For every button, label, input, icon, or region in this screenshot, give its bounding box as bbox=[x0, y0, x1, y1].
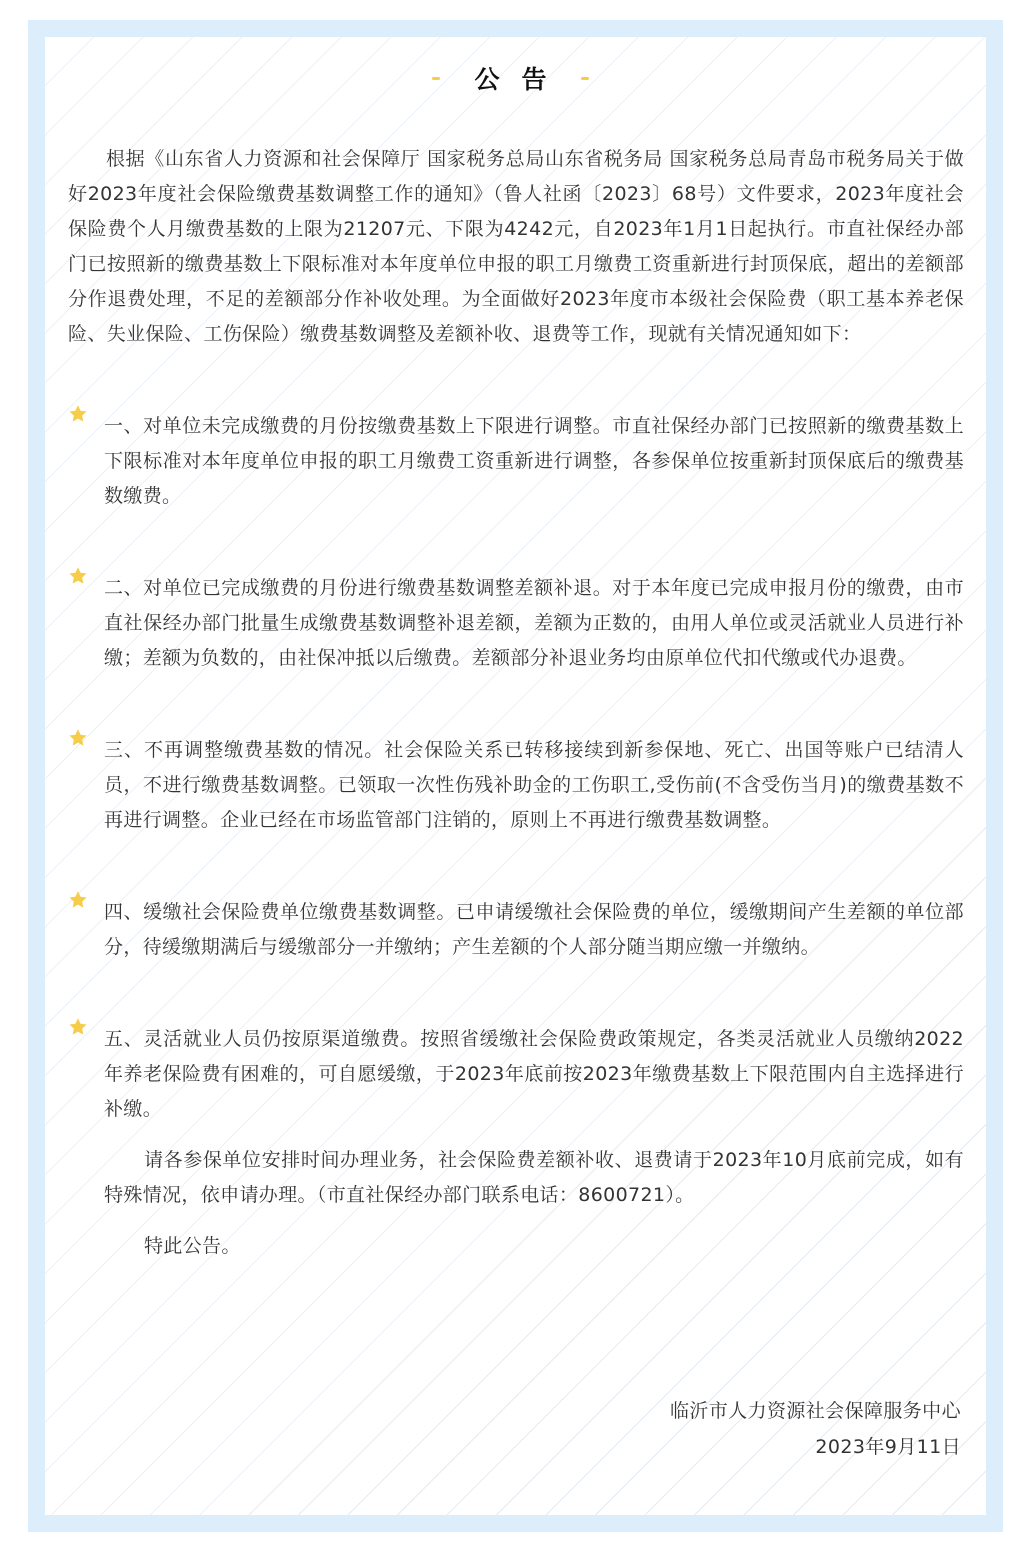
item-2 bbox=[68, 571, 964, 676]
signature-block bbox=[670, 1393, 961, 1465]
star-icon bbox=[68, 566, 88, 586]
item-4-text: 四、缓缴社会保险费单位缴费基数调整。已申请缓缴社会保险费的单位，缓缴期间产生差额的单位部分，待缓缴期满后与缓缴部分一并缴纳；产生差额的个人部分随当期应缴一并缴纳。 bbox=[104, 901, 964, 958]
item-3-text: 三、不再调整缴费基数的情况。社会保险关系已转移接续到新参保地、死亡、出国等账户已结清人员，不进行缴费基数调整。已领取一次性伤残补助金的工伤职工,受伤前(不含受伤当月)的缴费基数不再进行调整。企业已经在市场监管部门注销的，原则上不再进行缴费基数调整。 bbox=[104, 739, 964, 831]
item-5-text: 五、灵活就业人员仍按原渠道缴费。按照省缓缴社会保险费政策规定，各类灵活就业人员缴纳2022年养老保险费有困难的，可自愿缓缴，于2023年底前按2023年缴费基数上下限范围内自主选择进行补缴。 bbox=[104, 1028, 964, 1120]
item-1 bbox=[68, 409, 964, 514]
announcement-body bbox=[68, 142, 964, 1264]
item-1-text: 一、对单位未完成缴费的月份按缴费基数上下限进行调整。市直社保经办部门已按照新的缴费基数上下限标准对本年度单位申报的职工月缴费工资重新进行调整，各参保单位按重新封顶保底后的缴费基数缴费。 bbox=[104, 415, 964, 507]
deadline-notice: 请各参保单位安排时间办理业务，社会保险费差额补收、退费请于2023年10月底前完成，如有特殊情况，依申请办理。（市直社保经办部门联系电话：8600721）。 bbox=[104, 1149, 964, 1206]
star-icon bbox=[68, 404, 88, 424]
intro-paragraph: 根据《山东省人力资源和社会保障厅 国家税务总局山东省税务局 国家税务总局青岛市税务局关于做好2023年度社会保险缴费基数调整工作的通知》（鲁人社函〔2023〕68号）文件要求，2023年度社会保险费个人月缴费基数的上限为21207元、下限为4242元，自2023年1月1日起执行。市直社保经办部门已按照新的缴费基数上下限标准对本年度单位申报的职工月缴费工资重新进行封顶保底，超出的差额部分作退费处理，不足的差额部分作补收处理。为全面做好2023年度市本级社会保险费（职工基本养老保险、失业保险、工伤保险）缴费基数调整及差额补收、退费等工作，现就有关情况通知如下： bbox=[68, 148, 964, 345]
signature-org: 临沂市人力资源社会保障服务中心 bbox=[669, 1400, 961, 1422]
title-row bbox=[0, 60, 1021, 100]
star-icon bbox=[68, 728, 88, 748]
closing-text: 特此公告。 bbox=[144, 1235, 241, 1257]
page-title: 公告 bbox=[474, 65, 569, 94]
item-5 bbox=[68, 1022, 964, 1127]
title-left-dash bbox=[432, 77, 440, 80]
signature-date: 2023年9月11日 bbox=[815, 1436, 961, 1458]
star-icon bbox=[68, 890, 88, 910]
star-icon bbox=[68, 1017, 88, 1037]
item-2-text: 二、对单位已完成缴费的月份进行缴费基数调整差额补退。对于本年度已完成申报月份的缴费，由市直社保经办部门批量生成缴费基数调整补退差额，差额为正数的，由用人单位或灵活就业人员进行补缴；差额为负数的，由社保冲抵以后缴费。差额部分补退业务均由原单位代扣代缴或代办退费。 bbox=[104, 577, 964, 669]
item-4 bbox=[68, 895, 964, 965]
title-right-dash bbox=[581, 77, 589, 80]
item-3 bbox=[68, 733, 964, 838]
